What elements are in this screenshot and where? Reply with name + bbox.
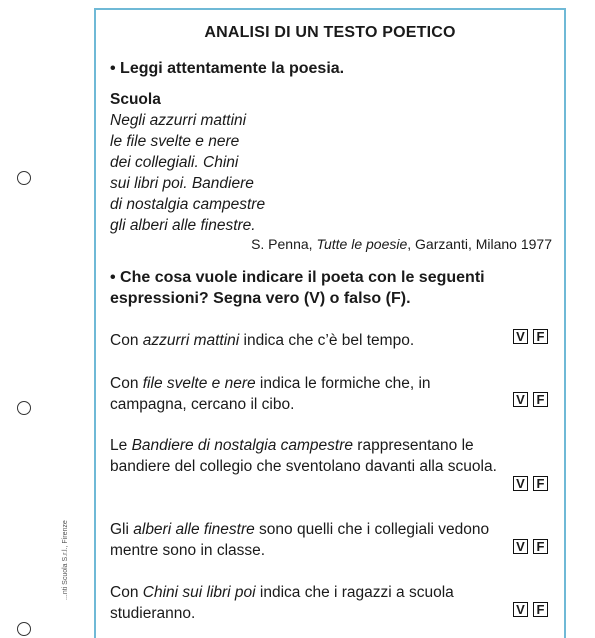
binder-hole: [17, 171, 31, 185]
true-checkbox[interactable]: V: [513, 392, 528, 407]
false-checkbox[interactable]: F: [533, 602, 548, 617]
false-checkbox[interactable]: F: [533, 539, 548, 554]
question-3: Le Bandiere di nostalgia campestre rappresentano le bandiere del collegio che sventolano davanti alla scuola.: [110, 437, 497, 475]
binder-hole: [17, 622, 31, 636]
answer-boxes-2: [513, 392, 548, 407]
answer-boxes-4: [513, 539, 548, 554]
answer-boxes-1: [513, 329, 548, 344]
publisher-credit: ...nti Scuola S.r.l., Firenze: [62, 520, 69, 600]
worksheet-title: ANALISI DI UN TESTO POETICO: [204, 24, 456, 41]
poem-source: [251, 236, 552, 252]
question-5: Con Chini sui libri poi indica che i ragazzi a scuola studieranno.: [110, 584, 454, 622]
poem-line: di nostalgia campestre: [110, 196, 266, 213]
source-publisher: , Garzanti, Milano 1977: [407, 236, 552, 252]
poem: [110, 89, 265, 236]
false-checkbox[interactable]: F: [533, 329, 548, 344]
true-checkbox[interactable]: V: [513, 539, 528, 554]
source-author: S. Penna,: [251, 236, 317, 252]
source-work: Tutte le poesie: [316, 236, 408, 252]
true-checkbox[interactable]: V: [513, 329, 528, 344]
question-1: Con azzurri mattini indica che c’è bel tempo.: [110, 332, 415, 349]
question-4: Gli alberi alle finestre sono quelli che i collegiali vedono mentre sono in classe.: [110, 521, 490, 559]
true-checkbox[interactable]: V: [513, 476, 528, 491]
poem-line: le file svelte e nere: [110, 133, 240, 150]
binder-hole: [17, 401, 31, 415]
poem-line: dei collegiali. Chini: [110, 154, 239, 171]
question-2: Con file svelte e nere indica le formiche che, in campagna, cercano il cibo.: [110, 375, 431, 413]
poem-line: gli alberi alle finestre.: [110, 217, 256, 234]
answer-boxes-5: [513, 602, 548, 617]
false-checkbox[interactable]: F: [533, 392, 548, 407]
instruction-true-false: • Che cosa vuole indicare il poeta con le seguenti espressioni? Segna vero (V) o falso (F).: [110, 269, 485, 307]
false-checkbox[interactable]: F: [533, 476, 548, 491]
answer-boxes-3: [513, 476, 548, 491]
instruction-read: • Leggi attentamente la poesia.: [110, 60, 345, 77]
poem-title: Scuola: [110, 91, 161, 108]
poem-line: Negli azzurri mattini: [110, 112, 247, 129]
poem-line: sui libri poi. Bandiere: [110, 175, 254, 192]
true-checkbox[interactable]: V: [513, 602, 528, 617]
worksheet-card: [94, 8, 566, 638]
